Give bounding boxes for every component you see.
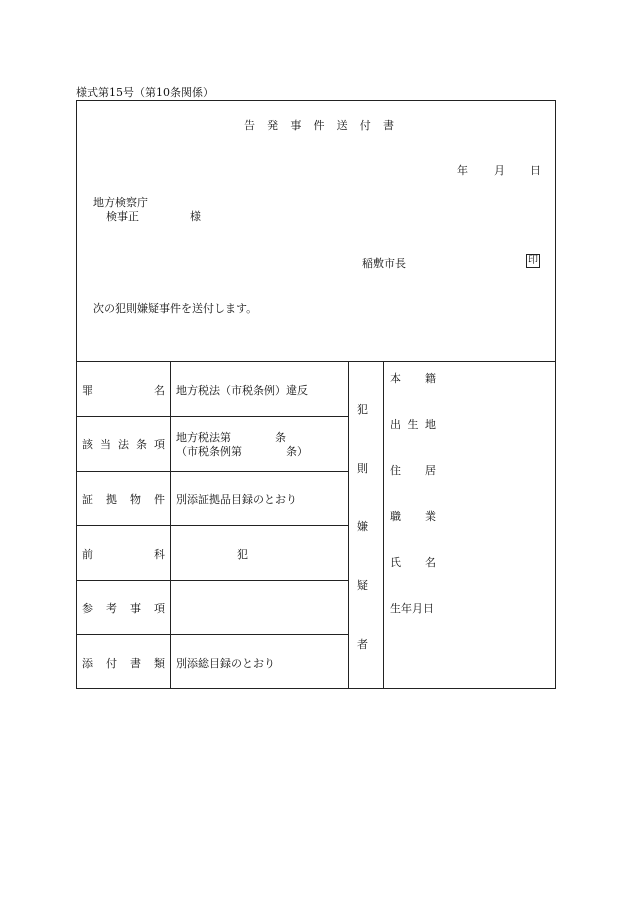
- row-divider: [76, 416, 348, 417]
- suspect-column-right: [383, 361, 384, 689]
- row-divider: [76, 471, 348, 472]
- row-value-evidence: 別添証拠品目録のとおり: [176, 493, 297, 506]
- row-value-offense: 地方税法（市税条例）違反: [176, 384, 308, 397]
- suspect-field-name: 氏 名: [390, 556, 436, 569]
- statement-text: 次の犯則嫌疑事件を送付します。: [93, 302, 258, 315]
- row-value-applicable-law-line1: 地方税法第 条: [176, 431, 286, 444]
- date-day: 日: [530, 164, 541, 177]
- suspect-label-char: 犯: [357, 403, 368, 416]
- row-label-applicable-law: 該 当 法 条 項: [82, 438, 165, 451]
- row-divider: [76, 525, 348, 526]
- suspect-label-char: 則: [357, 462, 368, 475]
- recipient-title: 検事正: [106, 210, 139, 223]
- suspect-label-char: 嫌: [357, 520, 368, 533]
- recipient-honorific: 様: [190, 210, 201, 223]
- row-divider: [76, 580, 348, 581]
- row-label-attachments: 添 付 書 類: [82, 657, 165, 670]
- row-value-attachments: 別添総目録のとおり: [176, 657, 275, 670]
- suspect-field-birthplace: 出 生 地: [390, 418, 436, 431]
- suspect-column-left: [348, 361, 349, 689]
- date-month: 月: [494, 164, 505, 177]
- suspect-field-residence: 住 居: [390, 464, 436, 477]
- row-label-reference: 参 考 事 項: [82, 602, 165, 615]
- form-number: 様式第15号（第10条関係）: [76, 86, 214, 99]
- suspect-field-domicile: 本 籍: [390, 372, 436, 385]
- date-year: 年: [457, 164, 468, 177]
- suspect-field-occupation: 職 業: [390, 510, 436, 523]
- table-top-line: [76, 361, 556, 362]
- recipient-office: 地方検察庁: [93, 196, 148, 209]
- row-divider: [76, 634, 348, 635]
- suspect-field-birthdate: 生年月日: [390, 602, 434, 615]
- document-title: 告 発 事 件 送 付 書: [244, 119, 394, 132]
- row-label-prior-record: 前 科: [82, 548, 165, 561]
- seal-mark: 印: [528, 255, 538, 266]
- suspect-label-char: 者: [357, 638, 368, 651]
- row-label-evidence: 証 拠 物 件: [82, 493, 165, 506]
- suspect-label-char: 疑: [357, 579, 368, 592]
- row-value-prior-record: 犯: [237, 548, 248, 561]
- row-label-offense: 罪 名: [82, 384, 165, 397]
- row-value-applicable-law-line2: （市税条例第 条）: [176, 445, 308, 458]
- sender-name: 稲敷市長: [362, 257, 406, 270]
